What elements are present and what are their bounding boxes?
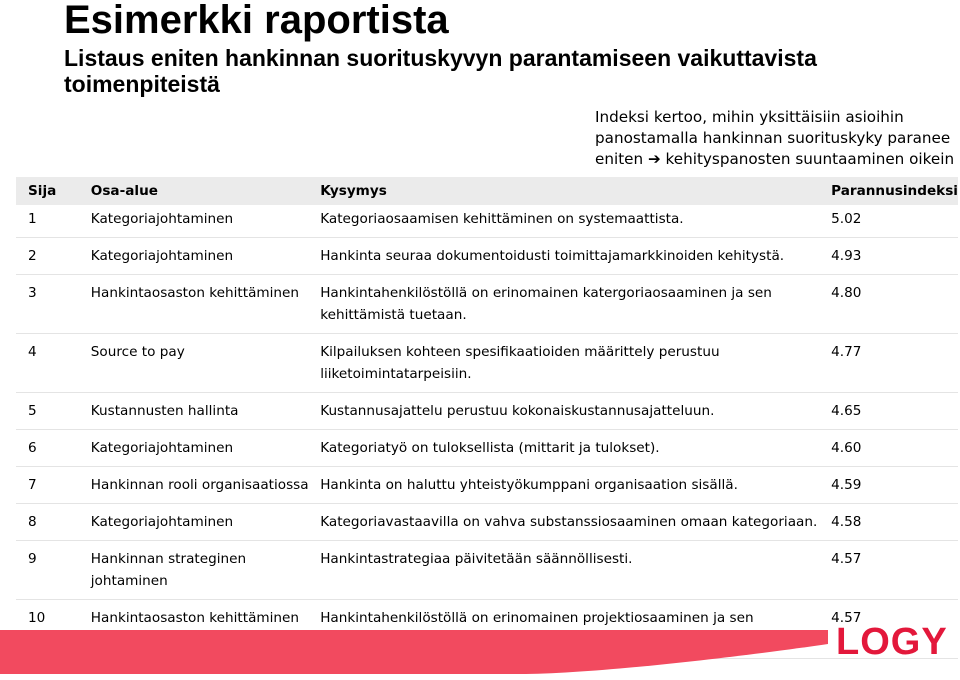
cell-question: Hankintastrategiaa päivitetään säännöllisesti. <box>320 541 831 600</box>
right-arrow-icon: ➔ <box>647 150 661 168</box>
cell-index: 4.58 <box>831 504 958 541</box>
table-row <box>16 238 958 275</box>
table-header-row <box>16 177 958 205</box>
table-row <box>16 275 958 334</box>
cell-question: Kategoriatyö on tuloksellista (mittarit ja tulokset). <box>320 430 831 467</box>
cell-area: Kategoriajohtaminen <box>91 238 320 275</box>
cell-area: Source to pay <box>91 334 320 393</box>
footer-band-shape <box>0 630 828 674</box>
column-header-area: Osa-alue <box>90 183 158 199</box>
cell-rank: 3 <box>16 275 91 334</box>
table-row <box>16 504 958 541</box>
table-body <box>16 205 958 659</box>
cell-rank: 5 <box>16 393 91 430</box>
cell-area: Kategoriajohtaminen <box>91 504 320 541</box>
cell-index: 4.80 <box>831 275 958 334</box>
cell-index: 4.57 <box>831 541 958 600</box>
column-header-index: Parannusindeksi <box>831 183 958 199</box>
note-line-1: Indeksi kertoo, mihin yksittäisiin asioihin <box>595 108 904 126</box>
cell-index: 4.57 <box>831 600 958 659</box>
note-line-3-start: eniten <box>595 150 644 168</box>
cell-area: Hankintaosaston kehittäminen <box>91 600 320 659</box>
cell-area: Hankintaosaston kehittäminen <box>91 275 320 334</box>
cell-question: Hankinta on haluttu yhteistyökumppani organisaation sisällä. <box>320 467 831 504</box>
cell-rank: 8 <box>16 504 91 541</box>
cell-rank: 6 <box>16 430 91 467</box>
cell-question: Kategoriavastaavilla on vahva substanssiosaaminen omaan kategoriaan. <box>320 504 831 541</box>
cell-rank: 9 <box>16 541 91 600</box>
note-line-3-end: kehityspanosten suuntaaminen oikein <box>665 150 955 168</box>
cell-area: Kategoriajohtaminen <box>91 205 320 238</box>
cell-question: Kategoriaosaamisen kehittäminen on systemaattista. <box>320 205 831 238</box>
cell-rank: 10 <box>16 600 91 659</box>
cell-rank: 2 <box>16 238 91 275</box>
table-row <box>16 541 958 600</box>
cell-area: Kustannusten hallinta <box>91 393 320 430</box>
cell-index: 4.93 <box>831 238 958 275</box>
column-header-question: Kysymys <box>320 183 387 199</box>
table-row <box>16 205 958 238</box>
table-row <box>16 334 958 393</box>
cell-question: Hankintahenkilöstöllä on erinomainen katergoriaosaaminen ja sen kehittämistä tuetaan. <box>320 275 831 334</box>
cell-index: 4.77 <box>831 334 958 393</box>
cell-index: 4.65 <box>831 393 958 430</box>
note-line-3 <box>595 149 960 170</box>
cell-area: Kategoriajohtaminen <box>91 430 320 467</box>
page-title: Esimerkki raportista <box>64 0 449 42</box>
page-subtitle: Listaus eniten hankinnan suorituskyvyn parantamiseen vaikuttavista toimenpiteistä <box>64 45 817 97</box>
index-explanation-note <box>595 107 960 170</box>
cell-area: Hankinnan strateginen johtaminen <box>91 541 320 600</box>
table-row <box>16 467 958 504</box>
cell-area: Hankinnan rooli organisaatiossa <box>91 467 320 504</box>
cell-index: 5.02 <box>831 205 958 238</box>
cell-question: Kilpailuksen kohteen spesifikaatioiden määrittely perustuu liiketoimintatarpeisiin. <box>320 334 831 393</box>
cell-question: Hankintahenkilöstöllä on erinomainen projektiosaaminen ja sen <box>320 600 831 659</box>
cell-question: Kustannusajattelu perustuu kokonaiskustannusajatteluun. <box>320 393 831 430</box>
cell-index: 4.60 <box>831 430 958 467</box>
column-header-rank: Sija <box>28 183 57 199</box>
cell-index: 4.59 <box>831 467 958 504</box>
improvement-index-table <box>16 177 958 659</box>
table-row <box>16 393 958 430</box>
cell-rank: 7 <box>16 467 91 504</box>
footer-decorative-band <box>0 630 828 674</box>
cell-rank: 4 <box>16 334 91 393</box>
cell-rank: 1 <box>16 205 91 238</box>
logy-logo: LOGY <box>836 621 948 663</box>
cell-question: Hankinta seuraa dokumentoidusti toimittajamarkkinoiden kehitystä. <box>320 238 831 275</box>
note-line-2: panostamalla hankinnan suorituskyky paranee <box>595 129 951 147</box>
table-row <box>16 430 958 467</box>
